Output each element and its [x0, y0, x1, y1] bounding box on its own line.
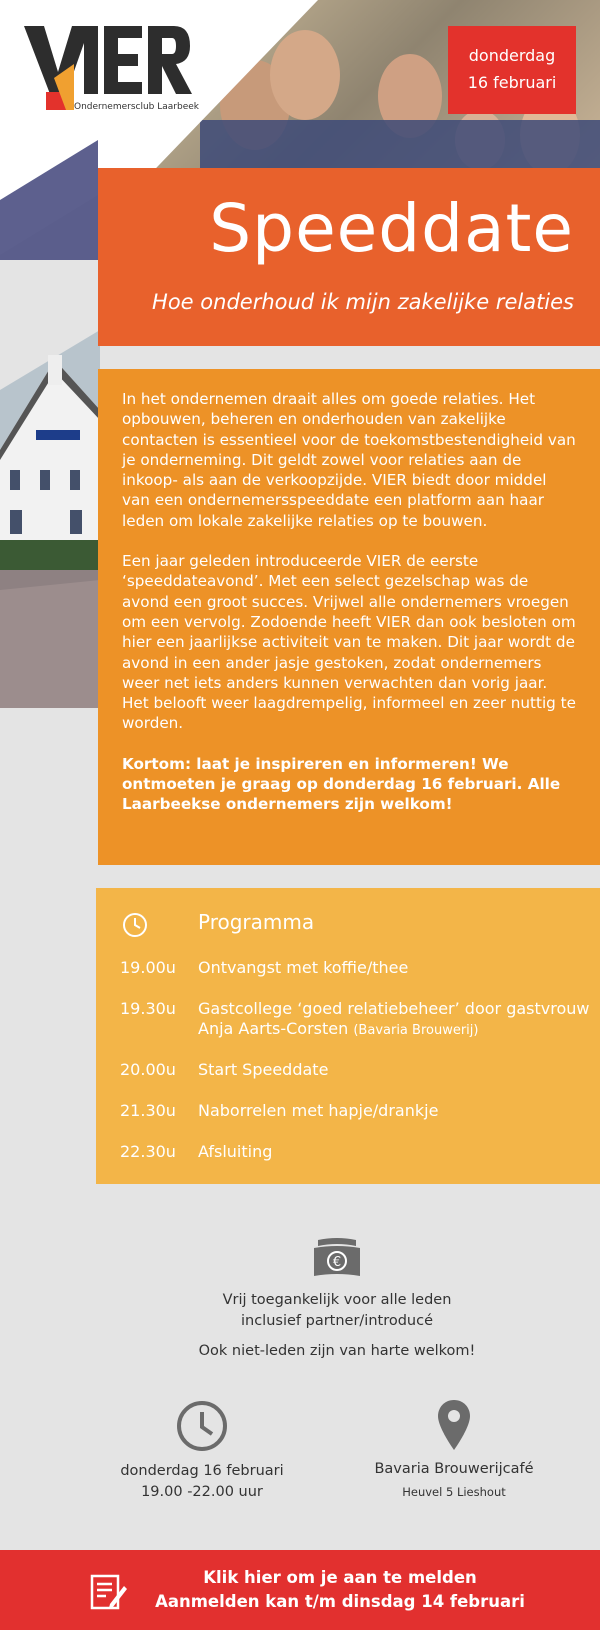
page-title: Speeddate	[209, 190, 574, 267]
event-date: donderdag 16 februari	[120, 1463, 284, 1479]
program-desc-wrap	[198, 999, 598, 1041]
title-band	[98, 168, 600, 346]
program-desc: Gastcollege ‘goed relatiebeheer’ door gastvrouw Anja Aarts-Corsten	[198, 999, 590, 1038]
program-note: (Bavaria Brouwerij)	[353, 1023, 479, 1038]
program-title: Programma	[198, 910, 315, 934]
form-icon	[88, 1572, 128, 1612]
program-desc: Start Speeddate	[198, 1060, 329, 1079]
access-line: inclusief partner/introducé	[240, 1313, 434, 1329]
event-datetime	[100, 1461, 304, 1503]
money-icon	[312, 1236, 362, 1280]
intro-paragraph: Een jaar geleden introduceerde VIER de eerste ‘speeddateavond’. Met een select gezelschap was de avond een groot succes. Vrijwel alle ondernemers vroegen om een vervolg. Zodoende heeft VIER dan ook besloten om hier een jaarlijkse activiteit van te maken. Dit jaar wordt de avond in een ander jasje gestoken, zodat ondernemers weer net iets anders kunnen verwachten dan vorig jaar. Het belooft weer laagdrempelig, informeel en zeer nuttig te worden.	[122, 552, 576, 733]
program-section	[96, 888, 600, 1184]
non-members-welcome: Ook niet-leden zijn van harte welkom!	[198, 1343, 476, 1359]
location-name: Bavaria Brouwerijcafé	[374, 1461, 534, 1477]
signup-cta[interactable]: Klik hier om je aan te melden	[203, 1568, 477, 1587]
intro-section	[98, 369, 600, 865]
program-time: 22.30u	[120, 1142, 176, 1161]
location-address: Heuvel 5 Lieshout	[402, 1485, 506, 1499]
building-photo	[0, 260, 100, 708]
program-time: 20.00u	[120, 1060, 176, 1079]
program-desc: Ontvangst met koffie/thee	[198, 958, 409, 977]
program-time: 19.00u	[120, 958, 176, 977]
svg-text:€: €	[332, 1255, 342, 1270]
intro-callout: Kortom: laat je inspireren en informeren! We ontmoeten je graag op donderdag 16 februari. Alle Laarbeekse ondernemers zijn welkom!	[122, 754, 561, 814]
program-desc: Afsluiting	[198, 1142, 273, 1161]
date-badge-day: donderdag	[468, 46, 556, 65]
program-desc: Naborrelen met hapje/drankje	[198, 1101, 439, 1120]
logo-subtitle: Ondernemersclub Laarbeek	[74, 102, 199, 112]
date-badge	[448, 26, 576, 114]
page-subtitle: Hoe onderhoud ik mijn zakelijke relaties	[152, 290, 574, 314]
access-line: Vrij toegankelijk voor alle leden	[222, 1292, 452, 1308]
date-badge-date: 16 februari	[467, 73, 557, 92]
clock-icon	[176, 1400, 228, 1452]
clock-icon	[122, 912, 148, 938]
intro-paragraph: In het ondernemen draait alles om goede relaties. Het opbouwen, beheren en onderhouden van zakelijke contacten is essentieel voor de toekomstbestendigheid van je onderneming. Dit geldt zowel voor relaties aan de inkoop- als aan de verkoopzijde. VIER biedt door middel van een ondernemersspeeddate een platform aan haar leden om lokale zakelijke relaties op te bouwen.	[122, 390, 576, 530]
program-time: 21.30u	[120, 1101, 176, 1120]
signup-deadline: Aanmelden kan t/m dinsdag 14 februari	[155, 1592, 525, 1611]
location-pin-icon	[436, 1398, 472, 1452]
signup-button[interactable]	[0, 1550, 600, 1630]
access-info	[150, 1290, 524, 1332]
program-time: 19.30u	[120, 999, 176, 1018]
event-time: 19.00 -22.00 uur	[141, 1484, 263, 1500]
